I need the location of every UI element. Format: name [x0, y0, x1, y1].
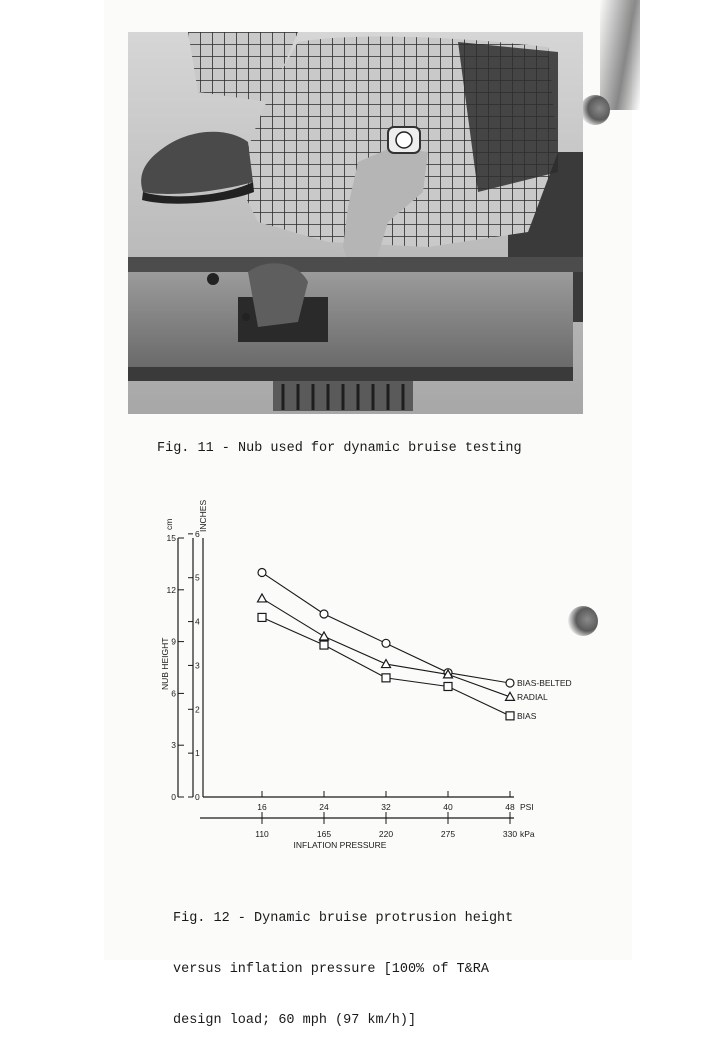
- x-tick-label-kpa: 275: [440, 829, 456, 839]
- legend-label-bias-belted: BIAS-BELTED: [517, 678, 572, 689]
- fig11-caption: Fig. 11 - Nub used for dynamic bruise testing: [157, 441, 522, 456]
- chart-axes: [178, 538, 514, 818]
- y-tick-label-inch: 4: [195, 616, 200, 627]
- y-unit-inch: INCHES: [198, 499, 208, 532]
- data-point-circle: [258, 569, 266, 577]
- chart-legend: [517, 678, 572, 721]
- y-tick-label-cm: 15: [166, 533, 176, 543]
- y-unit-cm: cm: [164, 518, 174, 530]
- y-tick-label-inch: 1: [195, 748, 200, 759]
- y-tick-label-inch: 3: [195, 660, 200, 671]
- fig12-caption: [173, 876, 513, 1046]
- data-point-circle: [320, 610, 328, 618]
- x-tick-label-psi: 40: [443, 802, 453, 812]
- x-tick-label-kpa: 220: [378, 829, 394, 839]
- x-tick-label-psi: 32: [381, 802, 391, 812]
- y-tick-label-cm: 3: [171, 740, 176, 751]
- x-tick-label-psi: 16: [257, 802, 267, 812]
- data-point-circle: [506, 679, 514, 687]
- x-axis-title: INFLATION PRESSURE: [293, 840, 387, 850]
- fig12-caption-line: design load; 60 mph (97 km/h)]: [173, 1013, 417, 1028]
- y-tick-label-cm: 0: [171, 792, 176, 802]
- x-tick-label-psi: 24: [319, 802, 329, 812]
- legend-label-radial: RADIAL: [517, 691, 548, 702]
- fig12-caption-line: Fig. 12 - Dynamic bruise protrusion height: [173, 911, 514, 926]
- y-tick-label-inch: 2: [195, 704, 200, 715]
- legend-label-bias: BIAS: [517, 710, 537, 721]
- x-tick-label-kpa: 110: [255, 829, 269, 839]
- data-point-square: [320, 641, 328, 649]
- y-tick-label-cm: 12: [166, 584, 176, 595]
- data-point-triangle: [258, 594, 267, 602]
- fig12-caption-line: versus inflation pressure [100% of T&RA: [173, 962, 489, 977]
- data-point-square: [444, 682, 452, 690]
- y-tick-label-cm: 6: [171, 688, 176, 699]
- chart-series: [258, 569, 515, 720]
- data-point-triangle: [506, 692, 515, 700]
- y-axis-title: NUB HEIGHT: [160, 637, 170, 690]
- data-point-triangle: [320, 632, 329, 640]
- y-tick-label-inch: 0: [195, 792, 200, 802]
- x-unit-kpa: kPa: [520, 829, 535, 839]
- data-point-circle: [382, 639, 390, 647]
- x-unit-psi: PSI: [520, 802, 534, 812]
- y-tick-label-inch: 5: [195, 572, 200, 583]
- data-point-square: [382, 674, 390, 682]
- x-tick-label-psi: 48: [505, 802, 515, 812]
- data-point-square: [506, 712, 514, 720]
- y-tick-label-inch: 6: [195, 528, 200, 539]
- data-point-triangle: [382, 660, 391, 668]
- data-point-square: [258, 613, 266, 621]
- x-tick-label-kpa: 330: [502, 829, 518, 839]
- x-tick-label-kpa: 165: [316, 829, 332, 839]
- y-tick-label-cm: 9: [171, 636, 176, 647]
